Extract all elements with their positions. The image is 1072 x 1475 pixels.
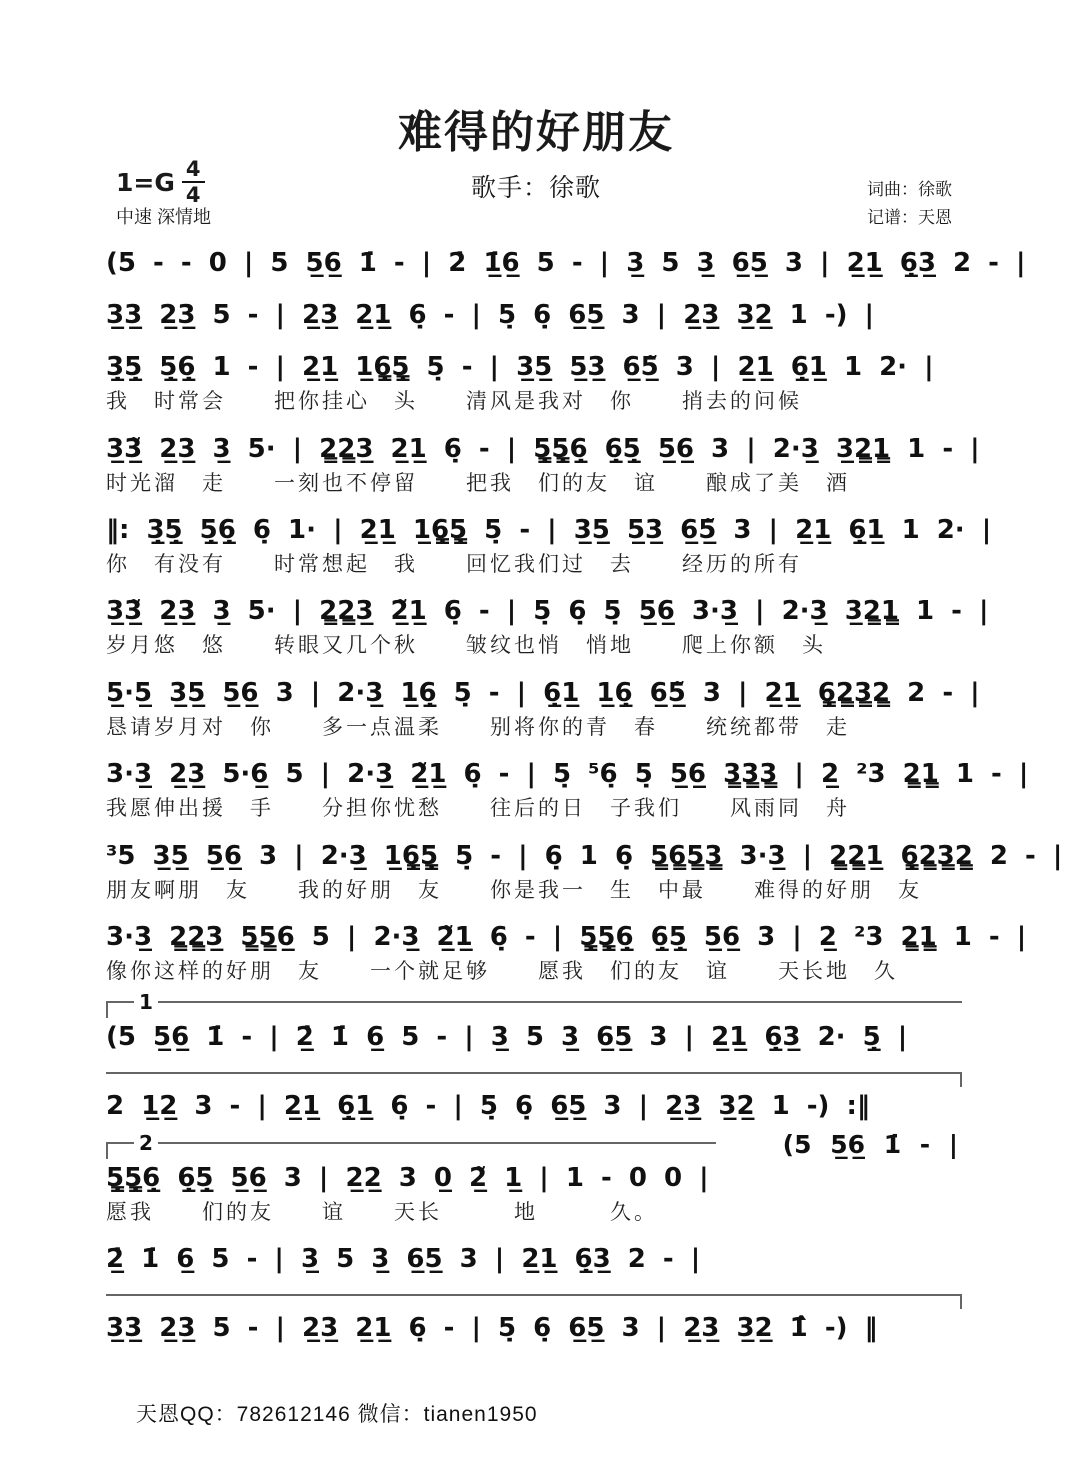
lyrics-row: 我 时常会 把你挂心 头 清风是我对 你 捎去的问候 (106, 390, 802, 414)
tempo-marking: 中速 深情地 (116, 207, 212, 227)
key-label: 1=G (116, 167, 175, 197)
pickup-phrase: (5 5̲6̲ 1̇ - | (782, 1129, 958, 1159)
lyrics-row: 恳请岁月对 你 多一点温柔 别将你的青 春 统统都带 走 (106, 715, 850, 739)
credits-block (867, 176, 952, 232)
notation-credit: 记谱：天恩 (867, 208, 952, 228)
jianpu-line-1 (106, 246, 1026, 281)
jianpu-line-13 (106, 1129, 962, 1226)
lyrics-row: 我愿伸出援 手 分担你忧愁 往后的日 子我们 风雨同 舟 (106, 797, 850, 821)
jianpu-line-11 (106, 1020, 962, 1055)
contact-footer: 天恩QQ：782612146 微信：tianen1950 (136, 1403, 538, 1426)
notes-row: 5̳̣5̳̣6̲̣ 6̲̣5̲̣ 5̲6̲ 3 | 2̲2̲ 3 0̲ 2̲̃ 1̲ | 1 - 0 0 | (106, 1162, 709, 1193)
notes-row: 3̲3̲̃ 2̲3̲ 3̲ 5· | 2̳2̳3̲ 2̲̃1̲ 6̣ - | 5̣ 6̣ 5̣ 5̲6̲ 3·3̲ | 2·3̲ 3̲2̳1̳ 1 - | (106, 596, 989, 627)
notes-row: 3̲3̲ 2̲3̲ 5 - | 2̲3̲ 2̲1̲ 6̣ - | 5̣ 6̣ 6̲5̲ 3 | 2̲3̲ 3̲2̲ 1̇̂ -) ‖ (106, 1312, 878, 1343)
lyrics-row: 时光溜 走 一刻也不停留 把我 们的友 谊 酿成了美 酒 (106, 471, 850, 495)
jianpu-line-2 (106, 298, 962, 333)
volta-2-bracket (106, 1130, 716, 1159)
notes-row: (5 5̲6̲ 1̇ - | 2̲̇ 1̇ 6̲ 5 - | 3̲ 5 3̲ 6̲5̲ 3 | 2̲1̲ 6̲̣3̲ 2· 5̲̣ | (106, 1022, 908, 1053)
volta-1-continuation (106, 1072, 962, 1087)
notes-row: 3̲3̲ 2̲3̲ 5 - | 2̲3̲ 2̲1̲ 6̣ - | 5̣ 6̣ 6̲5̲ 3 | 2̲3̲ 3̲2̲ 1 -) | (106, 300, 875, 331)
notes-row: (5 - - 0 | 5 5̲6̲ 1̇ - | 2̇ 1̲̇6̲ 5 - | 3̲ 5 3̲ 6̲5̲ 3 | 2̲1̲ 6̲̣3̲ 2 - | (106, 248, 1026, 278)
jianpu-line-10 (106, 920, 1027, 985)
notes-row: ‖: 3̲̣5̲̣ 5̲̣6̲̣ 6̣ 1· | 2̲1̲ 1̲6̳̣5̳̣ 5̣ - | 3̲5̲ 5̲3̲ 6̲5̲̃ 3 | 2̲1̲ 6̲̣1̲ 1 2· | (106, 514, 992, 545)
lyrics-row: 愿我 们的友 谊 天长 地 久。 (106, 1200, 658, 1224)
volta-2-continuation (106, 1294, 962, 1309)
notes-row: 3̲3̲̃ 2̲3̲ 3̲ 5· | 2̳2̳3̲ 2̲1̲ 6̣ - | 5̳̣5̳̣6̲̣ 6̲̣5̲̣ 5̲6̲ 3 | 2·3̲ 3̲2̳1̳ 1 - | (106, 433, 980, 464)
lyrics-row: 像你这样的好朋 友 一个就足够 愿我 们的友 谊 天长地 久 (106, 960, 898, 984)
notes-row: 3·3̲ 2̲3̲ 5·6̲ 5 | 2·3̲ 2̲̃1̲ 6̣ - | 5̣ ⁵6̣ 5̣ 5̲6̲ 3̳3̳3̳ | 2̲ ²3 2̳1̳ 1 - | (106, 759, 1029, 790)
notes-row: ³5 3̲5̲ 5̲6̲ 3 | 2·3̲ 1̲6̳̣5̳̣ 5̣ - | 6̣ 1 6̣ 5̳6̳5̳3̳ 3·3̲ | 2̳2̳1̲ 6̳̣2̳3̳2̳ 2 - | (106, 840, 1063, 871)
jianpu-line-3 (106, 350, 962, 415)
jianpu-line-6 (106, 594, 989, 659)
lyrics-row: 朋友啊朋 友 我的好朋 友 你是我一 生 中最 难得的好朋 友 (106, 878, 922, 902)
score-area (106, 246, 1063, 1363)
volta-1-label: 1 (134, 990, 158, 1014)
volta-2-label: 2 (134, 1131, 158, 1155)
jianpu-line-8 (106, 757, 1029, 822)
notes-row: 5̲·5̲ 3̲5̲ 5̲6̲ 3 | 2·3̲ 1̲6̲̣ 5̣ - | 6̲̣1̲ 1̲6̲̣ 6̲5̲̃ 3 | 2̲1̲ 6̳̣2̳3̳2̳ 2 - | (106, 677, 980, 708)
jianpu-line-7 (106, 676, 980, 741)
jianpu-line-14 (106, 1242, 962, 1277)
jianpu-line-12 (106, 1089, 962, 1124)
notes-row: 2̲̇ 1̇ 6̲ 5 - | 3̲ 5 3̲ 6̲5̲ 3 | 2̲1̲ 6̲̣3̲ 2 - | (106, 1243, 701, 1274)
volta-1-bracket (106, 990, 962, 1018)
time-numerator: 4 (182, 158, 205, 183)
singer-label: 歌手：徐歌 (470, 174, 601, 202)
lyrics-row: 岁月悠 悠 转眼又几个秋 皱纹也悄 悄地 爬上你额 头 (106, 634, 826, 658)
jianpu-line-9 (106, 839, 1063, 904)
notes-row: 3̲̣5̲̣ 5̲̣6̲̣ 1 - | 2̲1̲ 1̲6̳̣5̳̣ 5̣ - | 3̲5̲ 5̲3̲ 6̲5̲̃ 3 | 2̲1̲ 6̲̣1̲ 1 2· | (106, 352, 934, 383)
jianpu-line-5 (106, 513, 992, 578)
lyrics-row: 你 有没有 时常想起 我 回忆我们过 去 经历的所有 (106, 553, 802, 577)
composer-credit: 词曲：徐歌 (867, 180, 952, 199)
jianpu-line-4 (106, 432, 980, 497)
notes-row: 3·3̲ 2̳2̳3̲ 5̳5̳6̲ 5 | 2·3̲ 2̲̃1̲ 6̣ - | 5̳̣5̳̣6̲̣ 6̲̣5̲̣ 5̲6̲ 3 | 2̲ ²3 2̳1̳ 1 - | (106, 921, 1027, 952)
jianpu-line-15 (106, 1311, 962, 1346)
time-denominator: 4 (185, 183, 201, 208)
song-title: 难得的好朋友 (398, 107, 674, 158)
notes-row: 2 1̲2̲ 3 - | 2̲1̲ 6̲̣1̲ 6̣ - | 5̣ 6̣ 6̲5̲ 3 | 2̲3̲ 3̲2̲ 1 -) :‖ (106, 1091, 870, 1122)
